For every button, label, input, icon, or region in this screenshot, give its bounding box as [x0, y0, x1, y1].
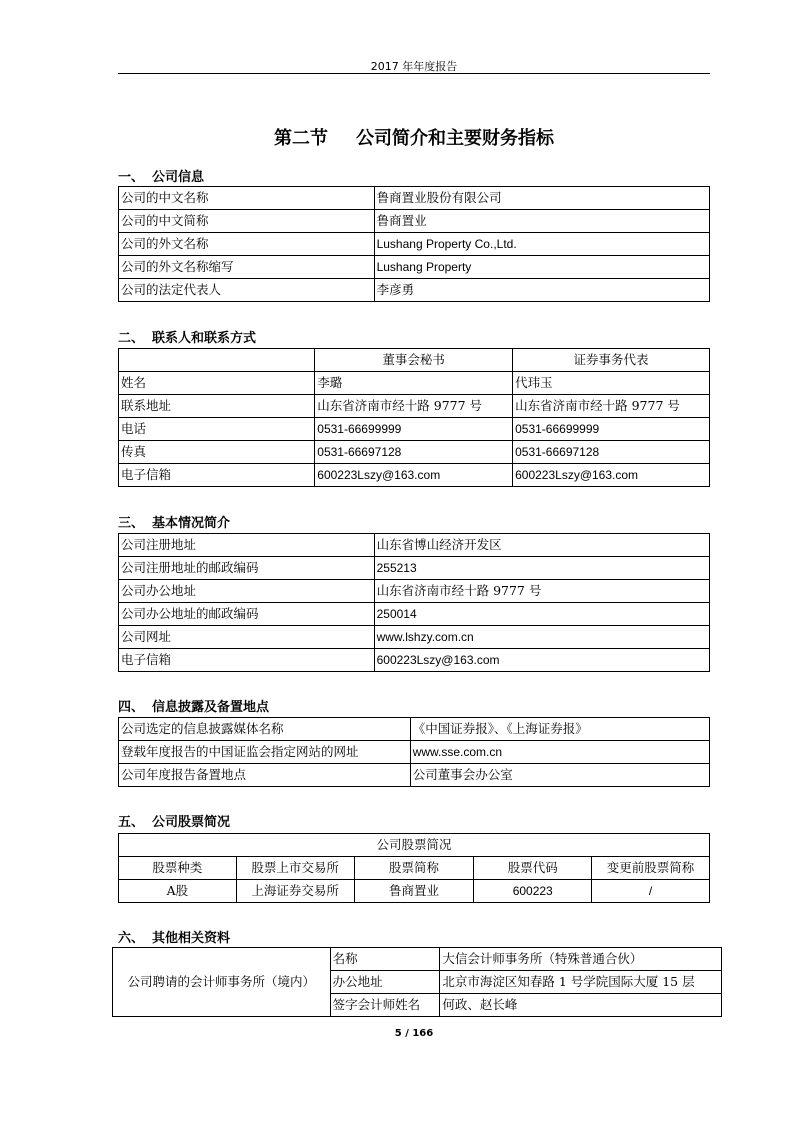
table-row: 公司年度报告备置地点 公司董事会办公室	[119, 764, 710, 787]
section-heading-disclosure: 四、 信息披露及备置地点	[118, 700, 270, 715]
table-row: 办公地址 北京市海淀区知春路 1 号学院国际大厦 15 层	[113, 971, 722, 994]
table-row: A股 上海证券交易所 鲁商置业 600223 /	[119, 880, 710, 903]
table-row: 公司的中文简称 鲁商置业	[119, 210, 710, 233]
section-number: 第二节	[274, 128, 328, 149]
table-row: 公司的外文名称 Lushang Property Co.,Ltd.	[119, 233, 710, 256]
company-info-table	[118, 186, 710, 302]
section-heading-company-info: 一、 公司信息	[118, 170, 205, 185]
basic-info-table	[118, 533, 710, 672]
table-row: 公司选定的信息披露媒体名称 《中国证券报》、《上海证券报》	[119, 718, 710, 741]
table-row: 公司办公地址 山东省济南市经十路 9777 号	[119, 580, 710, 603]
table-row: 公司的法定代表人 李彦勇	[119, 279, 710, 302]
table-row: 姓名 李璐 代玮玉	[119, 372, 710, 395]
table-row: 登载年度报告的中国证监会指定网站的网址 www.sse.com.cn	[119, 741, 710, 764]
section-heading-other: 六、 其他相关资料	[118, 931, 231, 946]
table-row: 签字会计师姓名 何政、赵长峰	[113, 994, 722, 1017]
table-row: 公司注册地址的邮政编码 255213	[119, 557, 710, 580]
table-header-row: 董事会秘书 证券事务代表	[119, 349, 710, 372]
table-row: 公司的中文名称 鲁商置业股份有限公司	[119, 187, 710, 210]
table-row: 公司办公地址的邮政编码 250014	[119, 603, 710, 626]
auditor-table	[112, 947, 722, 1017]
section-heading-basic-info: 三、 基本情况简介	[118, 516, 231, 531]
section-heading-contacts: 二、 联系人和联系方式	[118, 331, 257, 346]
disclosure-table	[118, 717, 710, 787]
table-row: 公司网址 www.lshzy.com.cn	[119, 626, 710, 649]
table-row: 公司注册地址 山东省博山经济开发区	[119, 534, 710, 557]
header-rule	[118, 73, 710, 74]
table-row: 联系地址 山东省济南市经十路 9777 号 山东省济南市经十路 9777 号	[119, 395, 710, 418]
table-header-row: 股票种类 股票上市交易所 股票简称 股票代码 变更前股票简称	[119, 857, 710, 880]
table-row: 传真 0531-66697128 0531-66697128	[119, 441, 710, 464]
section-heading-stock: 五、 公司股票简况	[118, 815, 231, 830]
table-row: 电话 0531-66699999 0531-66699999	[119, 418, 710, 441]
contacts-table	[118, 348, 710, 487]
page-title	[118, 124, 710, 150]
section-name: 公司简介和主要财务指标	[356, 128, 554, 149]
table-row: 电子信箱 600223Lszy@163.com	[119, 649, 710, 672]
table-row: 公司聘请的会计师事务所（境内） 名称 大信会计师事务所（特殊普通合伙）	[113, 948, 722, 971]
stock-table	[118, 833, 710, 903]
table-title-row: 公司股票简况	[119, 834, 710, 857]
running-header: 2017 年年度报告	[370, 60, 458, 73]
table-row: 公司的外文名称缩写 Lushang Property	[119, 256, 710, 279]
page-number: 5 / 166	[394, 1028, 434, 1039]
table-row: 电子信箱 600223Lszy@163.com 600223Lszy@163.com	[119, 464, 710, 487]
